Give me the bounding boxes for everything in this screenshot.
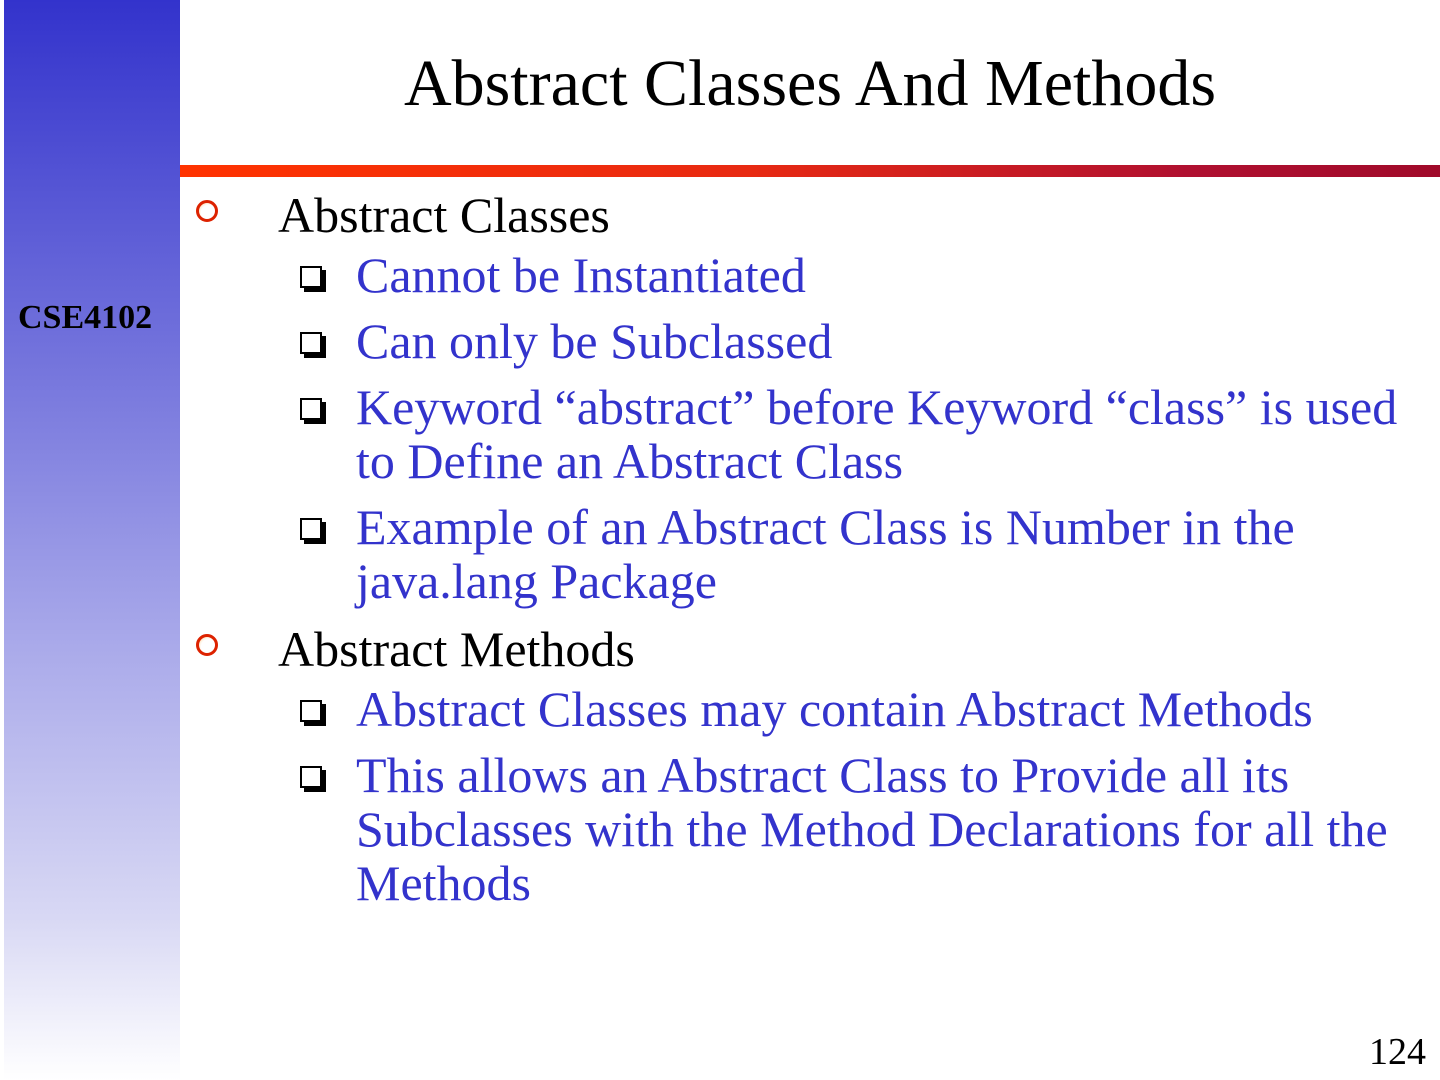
sub-bullet: [190, 500, 1430, 608]
title-divider: [180, 165, 1440, 177]
sub-bullet: [190, 248, 1430, 302]
bullet-text: Abstract Classes: [278, 187, 610, 243]
circle-bullet-icon: [196, 200, 218, 222]
bullet-text: Abstract Methods: [278, 621, 635, 677]
bullet-abstract-classes: [190, 186, 1430, 244]
circle-bullet-icon: [196, 634, 218, 656]
square-bullet-icon: [300, 766, 322, 788]
course-code: CSE4102: [18, 299, 153, 336]
sub-bullet: [190, 314, 1430, 368]
bullet-abstract-methods: [190, 620, 1430, 678]
square-bullet-icon: [300, 700, 322, 722]
sub-bullet-text: Example of an Abstract Class is Number in the java.lang Package: [356, 499, 1295, 609]
sub-bullet-text: This allows an Abstract Class to Provide all its Subclasses with the Method Declarations for all the Methods: [356, 747, 1388, 911]
sub-bullet-text: Can only be Subclassed: [356, 313, 833, 369]
sub-bullet: [190, 682, 1430, 736]
square-bullet-icon: [300, 398, 322, 420]
square-bullet-icon: [300, 518, 322, 540]
sub-bullet-text: Keyword “abstract” before Keyword “class” is used to Define an Abstract Class: [356, 379, 1398, 489]
sub-bullet-text: Cannot be Instantiated: [356, 247, 806, 303]
slide-content: [190, 186, 1430, 922]
sub-bullet: [190, 748, 1430, 910]
sidebar-gradient: [4, 0, 180, 1080]
sub-bullet-text: Abstract Classes may contain Abstract Methods: [356, 681, 1313, 737]
page-number: 124: [1369, 1031, 1426, 1073]
square-bullet-icon: [300, 332, 322, 354]
slide-title: Abstract Classes And Methods: [403, 47, 1217, 120]
square-bullet-icon: [300, 266, 322, 288]
sub-bullet: [190, 380, 1430, 488]
